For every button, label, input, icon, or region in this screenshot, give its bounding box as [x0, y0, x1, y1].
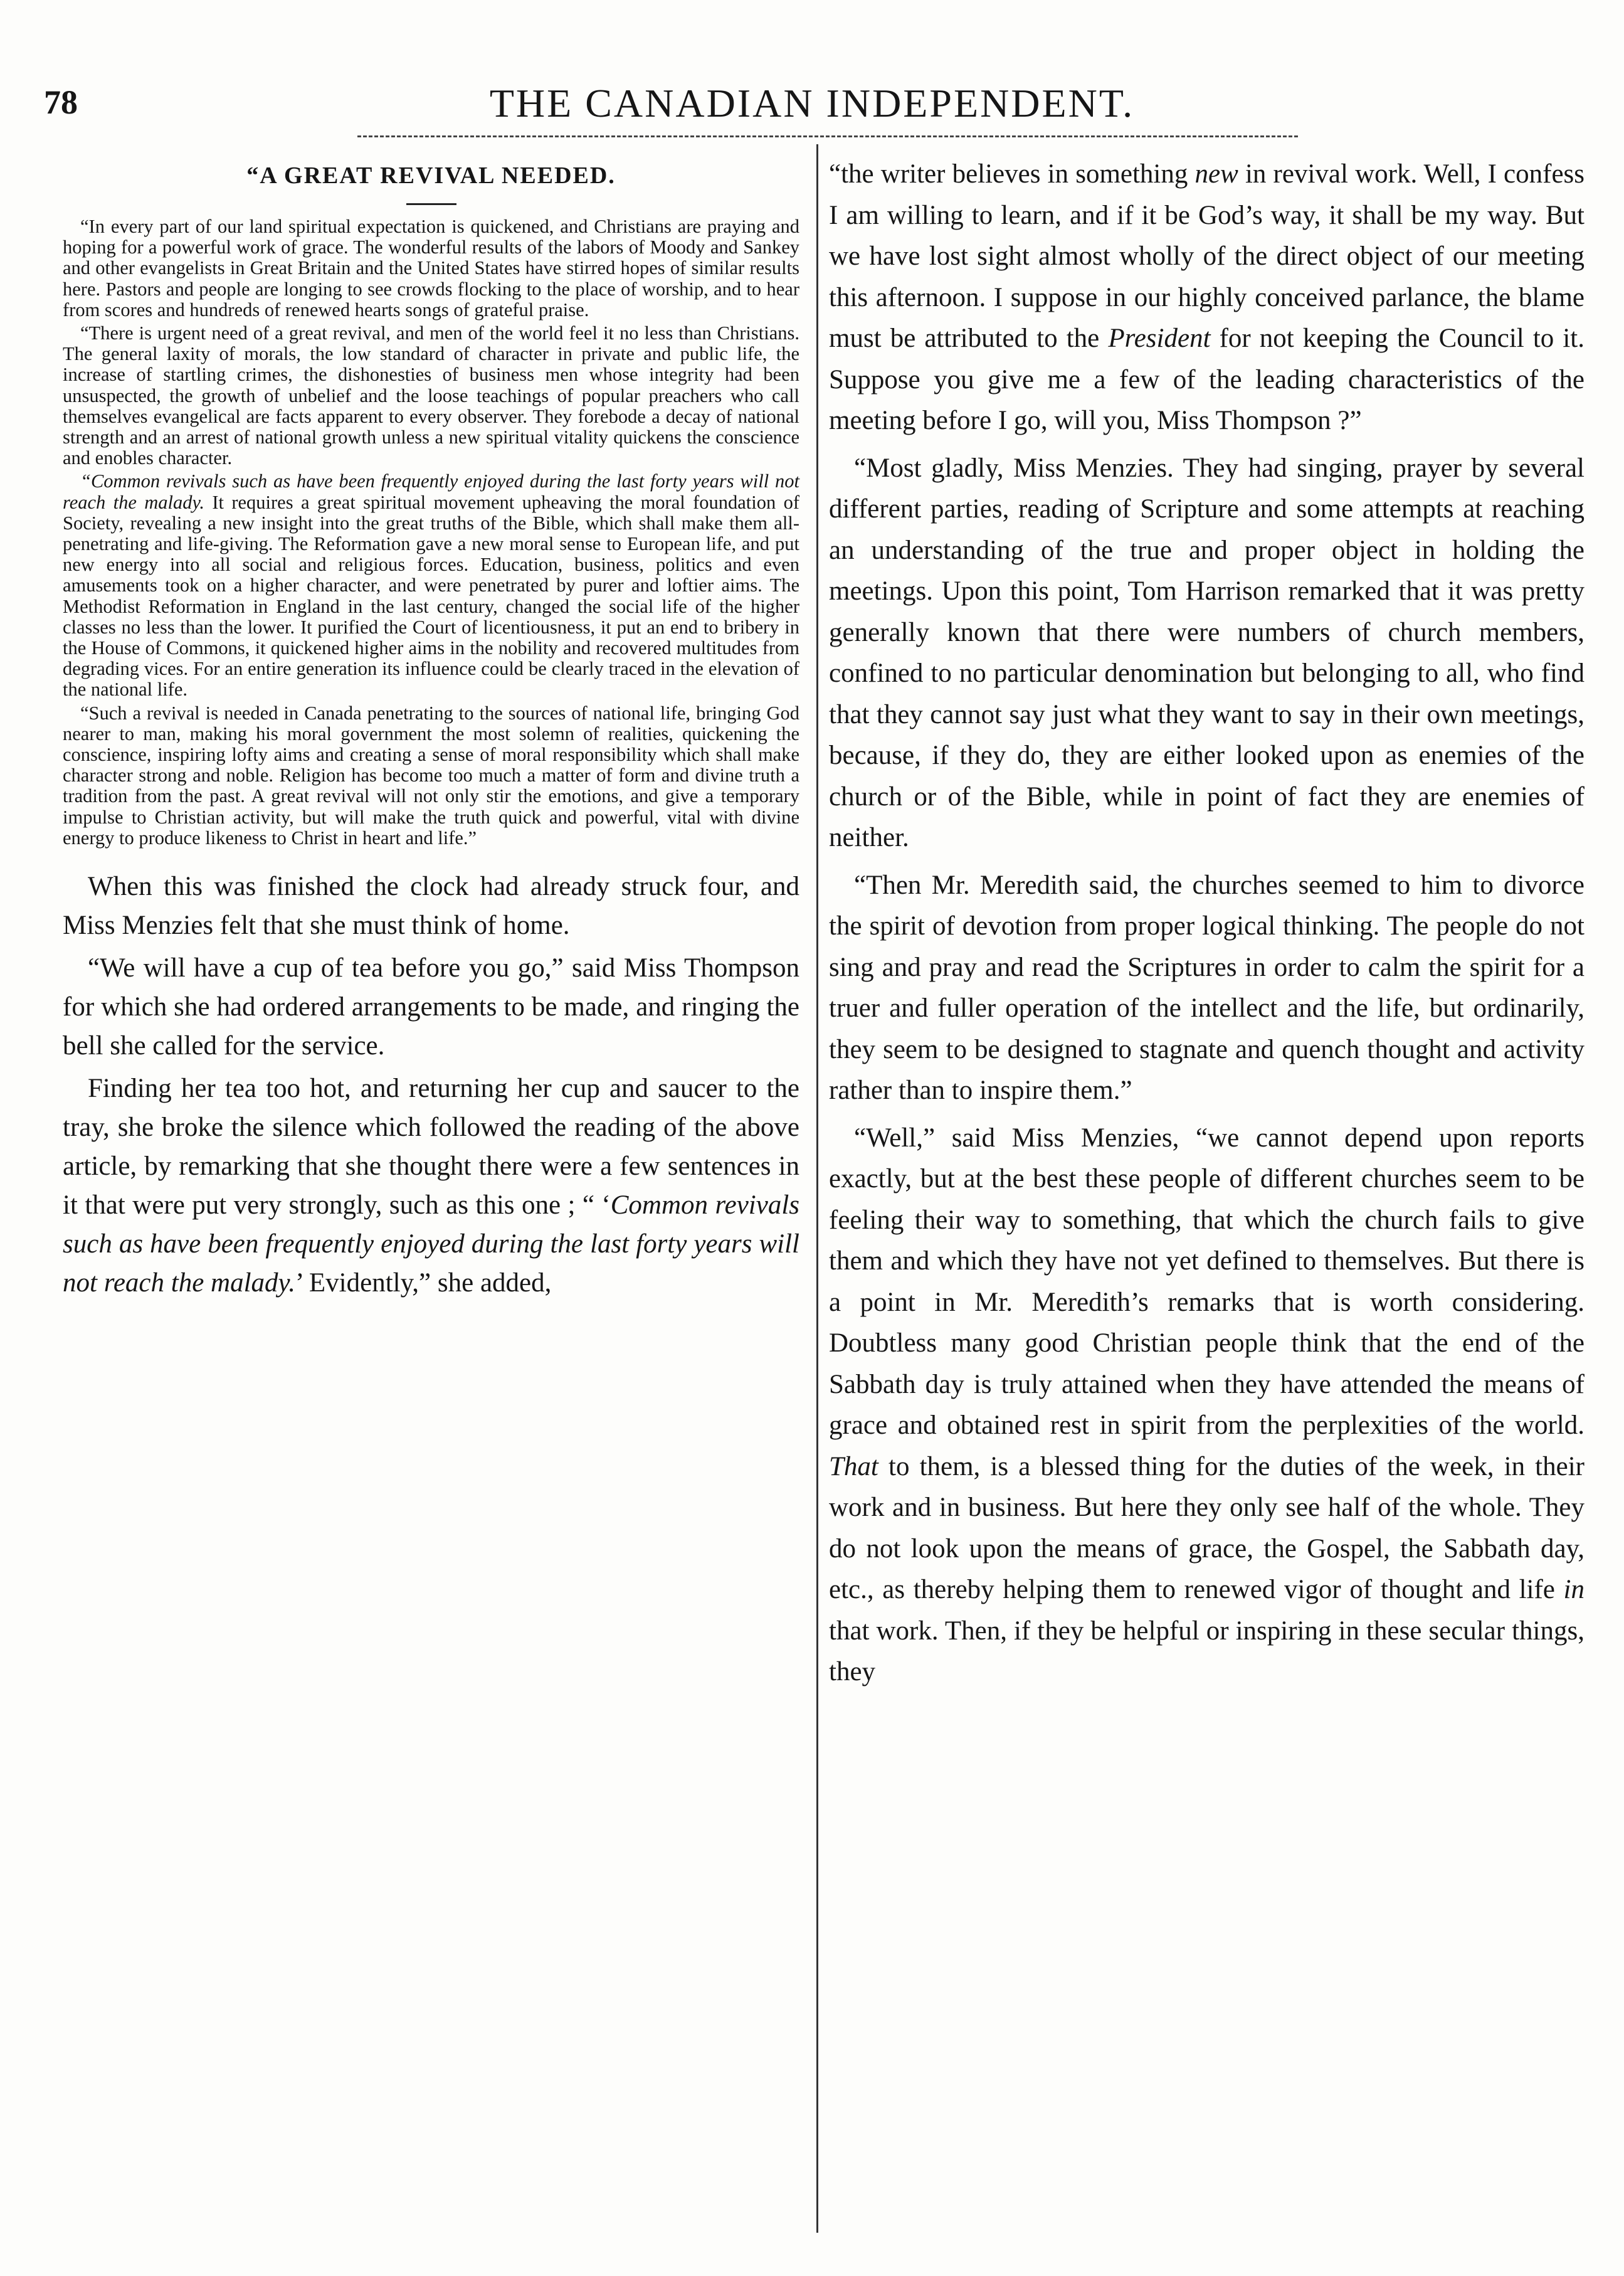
quote-paragraph: “There is urgent need of a great revival, and men of the world feel it no less than Christians. The general laxity of morals, the low standard of character in private and public life, the increase of startling crimes, the dishonesties of business men whose integrity had been unsuspected, the growth of unbelief and the loose teachings of popular preachers who call themselves evangelical are facts apparent to every observer. They forebode a decay of national strength and an arrest of national growth unless a new spiritual vitality quickens the conscience and enobles character.: [63, 322, 799, 469]
title-rule: [406, 203, 456, 205]
page-number: 78: [44, 83, 78, 121]
story-paragraph: “Most gladly, Miss Menzies. They had singing, prayer by several different parties, reading of Scripture and some attempts at reaching an understanding of the true and proper object in holding the meetings. Upon this point, Tom Harrison remarked that it was pretty generally known that there were numbers of church members, confined to no particular denomination but belonging to all, who find that they cannot say just what they want to say in their own meetings, because, if they do, they are either looked upon as enemies of the church or of the Bible, while in point of fact they are enemies of neither.: [829, 453, 1584, 852]
story-paragraph: When this was finished the clock had already struck four, and Miss Menzies felt that she must think of home.: [63, 872, 799, 941]
left-column: [63, 162, 799, 1306]
quote-paragraph: “Common revivals such as have been frequently enjoyed during the last forty years will not reach the malady. It requires a great spiritual movement upheaving the moral foundation of Society, revealing a new insight into the great truths of the Bible, which shall make them all-penetrating and life-giving. The Reformation gave a new moral sense to European life, and put new energy into all social and religious forces. Education, business, politics and even amusements took on a higher character, and were penetrated by purer and loftier aims. The Methodist Reformation in England in the last century, changed the social life of the higher classes no less than the lower. It purified the Court of licentiousness, it put an end to bribery in the House of Commons, it quickened higher aims in the nobility and recovered multitudes from degrading vices. For an entire generation its influence could be clearly traced in the elevation of the national life.: [63, 470, 799, 701]
story-paragraph: “Then Mr. Meredith said, the churches seemed to him to divorce the spirit of devotion from proper logical thinking. The people do not sing and pray and read the Scriptures in order to calm the spirit for a truer and fuller operation of the intellect and the life, but ordinarily, they seem to be designed to stagnate and quench thought and activity rather than to inspire them.”: [829, 870, 1584, 1105]
article-title: “A GREAT REVIVAL NEEDED.: [246, 162, 616, 189]
page-header: [44, 74, 1580, 137]
quote-paragraph: “In every part of our land spiritual expectation is quickened, and Christians are praying and hoping for a powerful work of grace. The wonderful results of the labors of Moody and Sankey and other evangelists in Great Britain and the United States have stirred hopes of similar results here. Pastors and people are longing to see crowds flocking to the place of worship, and to hear from scores and hundreds of renewed hearts songs of grateful praise.: [63, 216, 799, 320]
story-paragraph: Finding her tea too hot, and returning her cup and saucer to the tray, she broke the silence which followed the reading of the above article, by remarking that she thought there were a few sentences in it that were put very strongly, such as this one ; “ ‘Common revivals such as have been frequently enjoyed during the last forty years will not reach the malady.’ Evidently,” she added,: [63, 1074, 800, 1298]
quote-paragraph: “Such a revival is needed in Canada penetrating to the sources of national life, bringing God nearer to man, making his moral government the most solemn of realities, quickening the conscience, inspiring lofty aims and creating a sense of moral responsibility which shall make character strong and noble. Religion has become too much a matter of form and divine truth a tradition from the past. A great revival will not only stir the emotions, and give a temporary impulse to Christian activity, but will make the truth quick and powerful, vital with divine energy to produce likeness to Christ in heart and life.”: [63, 702, 799, 849]
header-rule: [357, 135, 1298, 137]
story-paragraph: “We will have a cup of tea before you go,” said Miss Thompson for which she had ordered arrangements to be made, and ringing the bell she called for the service.: [63, 953, 799, 1061]
story-paragraph: “Well,” said Miss Menzies, “we cannot depend upon reports exactly, but at the best these people of different churches seem to be feeling their way to something, that which the church fails to give them and which they have not yet defined to themselves. But there is a point in Mr. Meredith’s remarks that is worth considering. Doubtless many good Christian people think that the end of the Sabbath day is truly attained when they have attended the means of grace and obtained rest in spirit from the perplexities of the world. That to them, is a blessed thing for the duties of the week, in their work and in business. But here they only see half of the whole. They do not look upon the means of grace, the Gospel, the Sabbath day, etc., as thereby helping them to renewed vigor of thought and life in that work. Then, if they be helpful or inspiring in these secular things, they: [829, 1123, 1584, 1686]
story-paragraph: “the writer believes in something new in revival work. Well, I confess I am willing to learn, and if it be God’s way, it shall be my way. But we have lost sight almost wholly of the direct object of our meeting this afternoon. I suppose in our highly conceived parlance, the blame must be attributed to the President for not keeping the Council to it. Suppose you give me a few of the leading characteristics of the meeting before I go, will you, Miss Thompson ?”: [829, 159, 1584, 435]
column-divider: [816, 144, 818, 2233]
journal-title: THE CANADIAN INDEPENDENT.: [489, 81, 1135, 125]
quoted-article: [63, 216, 799, 849]
right-column: [829, 154, 1584, 1699]
